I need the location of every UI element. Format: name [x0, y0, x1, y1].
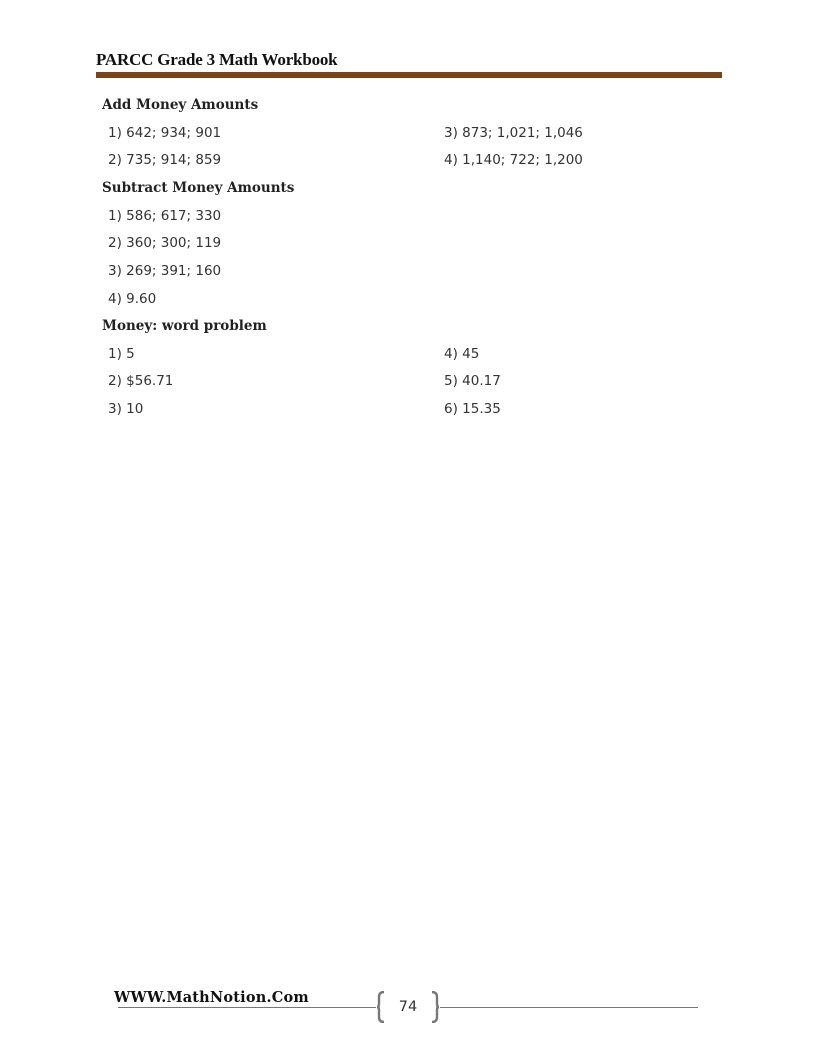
answer-item: 5) 40.17: [444, 373, 501, 389]
answer-item: 3) 269; 391; 160: [108, 263, 222, 279]
left-brace-icon: [376, 991, 386, 1023]
answer-item: 3) 10: [108, 401, 144, 417]
footer-rule-right: [440, 1007, 698, 1008]
answer-item: 1) 642; 934; 901: [108, 125, 222, 141]
answer-item: 2) 735; 914; 859: [108, 152, 222, 168]
right-brace-icon: [430, 991, 440, 1023]
answer-item: 4) 9.60: [108, 291, 157, 307]
answer-item: 6) 15.35: [444, 401, 501, 417]
page-number: 74: [398, 999, 418, 1015]
workbook-title: PARCC Grade 3 Math Workbook: [96, 50, 338, 69]
section-title-add-money: Add Money Amounts: [102, 97, 259, 113]
answer-item: 4) 1,140; 722; 1,200: [444, 152, 583, 168]
answer-item: 1) 5: [108, 346, 135, 362]
answer-item: 2) $56.71: [108, 373, 174, 389]
footer-website: WWW.MathNotion.Com: [114, 989, 309, 1006]
answer-item: 4) 45: [444, 346, 480, 362]
header-rule: [96, 72, 722, 78]
answer-item: 1) 586; 617; 330: [108, 208, 222, 224]
section-title-money-word-problem: Money: word problem: [102, 318, 267, 334]
footer-rule-left: [118, 1007, 376, 1008]
answer-item: 2) 360; 300; 119: [108, 235, 222, 251]
section-title-subtract-money: Subtract Money Amounts: [102, 180, 295, 196]
answer-item: 3) 873; 1,021; 1,046: [444, 125, 583, 141]
